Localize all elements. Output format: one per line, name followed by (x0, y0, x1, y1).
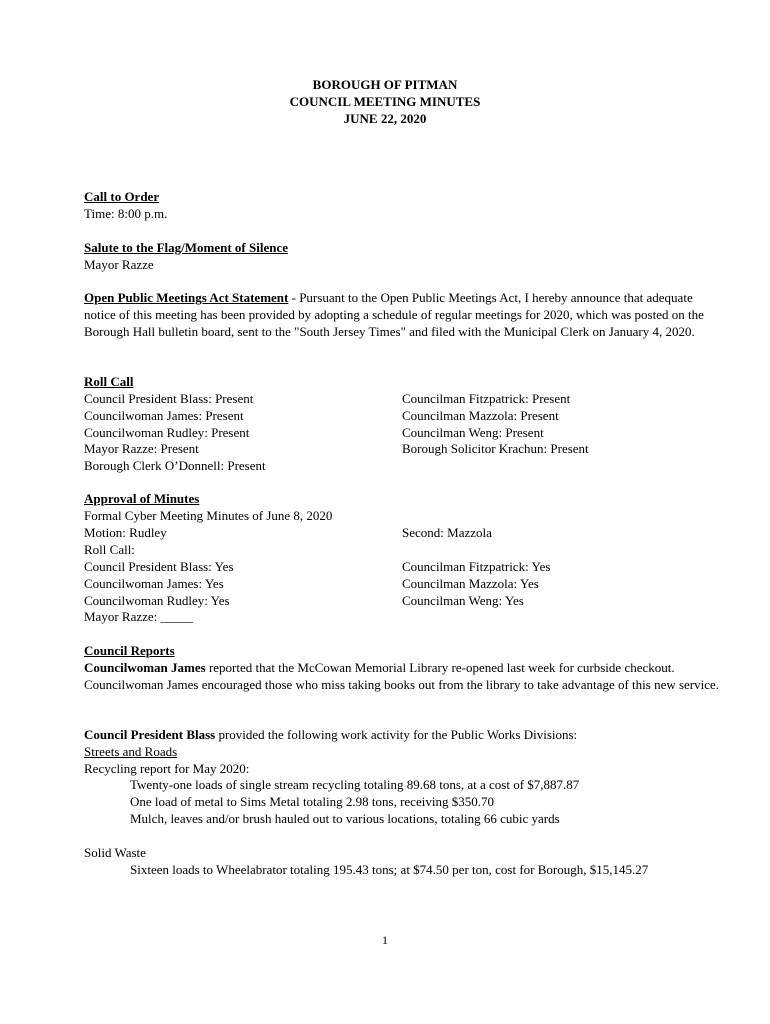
roll-call-heading-row (84, 374, 724, 391)
salute-heading: Salute to the Flag/Moment of Silence (84, 240, 288, 255)
approval-second: Second: Mazzola (402, 525, 492, 540)
call-to-order-heading: Call to Order (84, 189, 160, 204)
document-header (0, 77, 770, 127)
recycling-item: Twenty-one loads of single stream recycling totaling 89.68 tons, at a cost of $7,887.87 (130, 777, 580, 793)
header-title: COUNCIL MEETING MINUTES (289, 93, 481, 109)
vote-entry: Councilman Weng: Yes (402, 592, 524, 608)
james-report-text: reported that the McCowan Memorial Library re-opened last week for curbside checkout. Councilwoman James encouraged those who miss taking books out from the library to take advantage of this new service. (84, 660, 720, 692)
roll-call-entry: Borough Clerk O’Donnell: Present (84, 458, 266, 474)
roll-call-right (402, 391, 724, 458)
header-date: JUNE 22, 2020 (343, 110, 427, 126)
call-to-order-time: Time: 8:00 p.m. (84, 205, 168, 221)
salute-by: Mayor Razze (84, 256, 154, 272)
vote-entry: Councilwoman Rudley: Yes (84, 592, 230, 608)
recycling-label: Recycling report for May 2020: (84, 760, 250, 776)
approval-roll-call-label: Roll Call: (84, 541, 135, 557)
roll-call-entry: Councilwoman Rudley: Present (84, 424, 250, 440)
vote-entry: Mayor Razze: _____ (84, 609, 194, 625)
roll-call-entry: Councilwoman James: Present (84, 407, 244, 423)
james-report (84, 660, 724, 694)
approval-heading: Approval of Minutes (84, 491, 200, 506)
roll-call-entry: Councilman Mazzola: Present (402, 407, 559, 423)
header-borough: BOROUGH OF PITMAN (312, 77, 458, 92)
vote-entry: Councilman Mazzola: Yes (402, 575, 539, 591)
page-number: 1 (382, 933, 388, 947)
roll-call-entry: Mayor Razze: Present (84, 441, 199, 457)
approval-votes-right (402, 559, 724, 609)
blass-name: Council President Blass (84, 727, 216, 742)
approval-motion: Motion: Rudley (84, 525, 167, 540)
roll-call-heading: Roll Call (84, 374, 134, 389)
approval-votes-left (84, 559, 402, 626)
opma-section (84, 290, 704, 340)
call-to-order-section (84, 189, 724, 223)
roll-call-entry: Borough Solicitor Krachun: Present (402, 441, 589, 457)
streets-roads-heading: Streets and Roads (84, 743, 178, 759)
roll-call-entry: Council President Blass: Present (84, 391, 254, 406)
vote-entry: Councilwoman James: Yes (84, 575, 224, 591)
blass-report-text: provided the following work activity for the Public Works Divisions: (215, 727, 578, 742)
opma-text: - Pursuant to the Open Public Meetings Act, I hereby announce that adequate notice of this meeting has been provided by adopting a schedule of regular meetings for 2020, which was posted on the Borough Hall bulletin board, sent to the "South Jersey Times" and filed with the Municipal Clerk on January 4, 2020. (84, 290, 704, 339)
solid-waste-label: Solid Waste (84, 845, 146, 860)
solid-waste-item: Sixteen loads to Wheelabrator totaling 195.43 tons; at $74.50 per ton, cost for Borough, $15,145.27 (130, 861, 649, 877)
blass-report (84, 727, 724, 828)
salute-section (84, 240, 724, 274)
opma-heading: Open Public Meetings Act Statement (84, 290, 289, 305)
council-reports-heading-row (84, 643, 724, 660)
recycling-item: One load of metal to Sims Metal totaling 2.98 tons, receiving $350.70 (130, 794, 494, 810)
james-name: Councilwoman James (84, 660, 206, 675)
roll-call-left (84, 391, 402, 475)
recycling-item: Mulch, leaves and/or brush hauled out to various locations, totaling 66 cubic yards (130, 810, 560, 826)
solid-waste-section (84, 845, 724, 879)
vote-entry: Councilman Fitzpatrick: Yes (402, 559, 551, 574)
council-reports-heading: Council Reports (84, 643, 175, 658)
approval-item: Formal Cyber Meeting Minutes of June 8, 2020 (84, 507, 333, 523)
roll-call-entry: Councilman Fitzpatrick: Present (402, 391, 571, 406)
roll-call-entry: Councilman Weng: Present (402, 424, 544, 440)
vote-entry: Council President Blass: Yes (84, 559, 234, 574)
approval-section (84, 491, 724, 525)
